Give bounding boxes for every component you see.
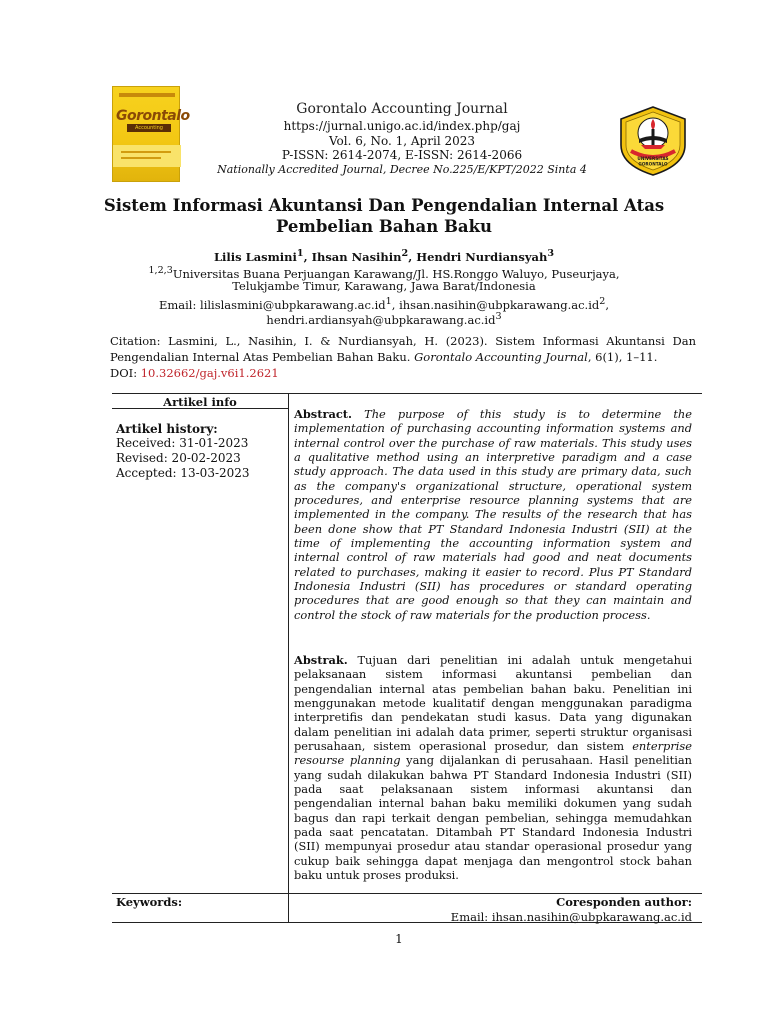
- abstrak-italic-term: enterprise resourse planning: [294, 739, 692, 768]
- journal-cover-image: [112, 86, 190, 182]
- abstrak-text: yang dijalankan di perusahaan. Hasil penelitian yang sudah dilakukan bahwa PT Standard Indonesia Industri (SII) pada saat pelaksanaan sistem informasi akuntansi dan pengendalian internal bahan baku memiliki dokumen yang sudah bagus dan rapi terkait dengan pembelian, sehingga memudahkan pada saat pencatatan. Ditambah PT Standard Indonesia Industri (SII) mempunyai prosedur atau standar operasional prosedur yang cukup baik sehingga dapat menjaga dan mengontrol stock bahan baku untuk proses produksi.: [294, 753, 693, 883]
- author-sup: 3: [547, 248, 555, 259]
- abstrak-text: Tujuan dari penelitian ini adalah untuk mengetahui pelaksanaan sistem informasi akuntansi pembelian dan pengendalian internal atas pembelian bahan baku. Penelitian ini menggunakan metode kualitatif dengan menggunakan paradigma interpretifis dan pendekatan studi kasus. Data yang digunakan dalam penelitian ini adalah data primer, seperti struktur organisasi perusahaan, sistem operasional prosedur, dan sistem: [294, 653, 692, 754]
- svg-text:GORONTALO: GORONTALO: [638, 161, 668, 167]
- cover-subtitle: Accounting: [127, 124, 171, 132]
- abstract-english: [294, 407, 692, 622]
- university-seal-logo: [617, 105, 689, 177]
- citation-text: Citation: Lasmini, L., Nasihin, I. & Nurdiansyah, H. (2023). Sistem Informasi Akuntansi Dan Pengendalian Internal Atas Pembelian Bahan Baku.: [110, 334, 696, 364]
- email-sup: 1: [385, 296, 392, 307]
- affiliation-line: Telukjambe Timur, Karawang, Jawa Barat/Indonesia: [232, 279, 536, 293]
- citation-block: [110, 333, 696, 381]
- abstract-label: Abstract.: [294, 407, 353, 421]
- history-accepted: Accepted: 13-03-2023: [116, 466, 250, 480]
- author-name: Lilis Lasmini: [213, 249, 297, 264]
- citation-text: , 6(1), 1–11.: [587, 350, 658, 364]
- affiliation-text: Universitas Buana Perjuangan Karawang/Jl. HS.Ronggo Waluyo, Puseurjaya,: [172, 266, 620, 281]
- page-number: 1: [395, 932, 403, 946]
- journal-issn: P-ISSN: 2614-2074, E-ISSN: 2614-2066: [281, 148, 523, 162]
- abstract-text: The purpose of this study is to determine the implementation of purchasing accounting information systems and internal control over the purchase of raw materials. This study uses a qualitative method using an interpretive paradigm and a case study approach. The data used in this study are primary data, such as the company's organizational structure, operational system procedures, and enterprise resource planning systems that are implemented in the company. The results of the research that has been done show that PT Standard Indonesia Industri (SII) at the time of implementing the accounting information system and internal control of raw materials had good and neat documents related to purchases, making it easier to record. Plus PT Standard Indonesia Industri (SII) has procedures or standard operating procedures that are good enough so that they can maintain and control the stock of raw materials for the production process.: [294, 407, 692, 622]
- article-title: [90, 195, 678, 237]
- article-title-line: Pembelian Bahan Baku: [275, 217, 493, 236]
- cover-top-bar: [119, 93, 175, 97]
- corresponding-author-email[interactable]: Email: ihsan.nasihin@ubpkarawang.ac.id: [450, 910, 692, 924]
- cover-band: [113, 145, 181, 167]
- abstrak-label: Abstrak.: [294, 653, 348, 667]
- cover-decor-line: [121, 151, 171, 153]
- author-name: Hendri Nurdiansyah: [416, 249, 548, 264]
- corresponding-author-label: Coresponden author:: [556, 895, 692, 909]
- article-title-line: Sistem Informasi Akuntansi Dan Pengendalian Internal Atas: [103, 196, 665, 215]
- author-emails: [110, 309, 658, 328]
- history-received: Received: 31-01-2023: [116, 436, 249, 450]
- doi-label: DOI:: [110, 366, 141, 380]
- history-revised: Revised: 20-02-2023: [116, 451, 241, 465]
- journal-name: Gorontalo Accounting Journal: [296, 101, 508, 117]
- article-info-heading: Artikel info: [163, 395, 237, 409]
- email-label: Email:: [158, 297, 197, 312]
- table-rule-top: [112, 393, 702, 394]
- author-sup: 2: [401, 248, 409, 259]
- abstract-indonesian: [294, 653, 692, 883]
- author-email-link[interactable]: hendri.ardiansyah@ubpkarawang.ac.id: [266, 312, 496, 327]
- author-email-link[interactable]: lilislasmini@ubpkarawang.ac.id: [200, 297, 386, 312]
- cover-title: Gorontalo: [116, 108, 190, 124]
- journal-volume: Vol. 6, No. 1, April 2023: [328, 134, 476, 148]
- author-emails: Email: $lilislasmini@ubpkarawang.ac.id^1$, $ihsan.nasihin@ubpkarawang.ac.id^2$,: [158, 296, 610, 312]
- doi-link[interactable]: 10.32662/gaj.v6i1.2621: [140, 366, 279, 380]
- cover-decor-line: [121, 157, 161, 159]
- citation-journal: Gorontalo Accounting Journal: [414, 350, 588, 364]
- author-email-link[interactable]: ihsan.nasihin@ubpkarawang.ac.id: [399, 297, 600, 312]
- author-name: Ihsan Nasihin: [311, 249, 402, 264]
- journal-accreditation: Nationally Accredited Journal, Decree No.225/E/KPT/2022 Sinta 4: [217, 163, 587, 176]
- email-sup: 3: [495, 311, 502, 322]
- table-rule-keywords: [112, 893, 702, 894]
- keywords-label: Keywords:: [116, 895, 183, 909]
- svg-text:UNIVERSITAS: UNIVERSITAS: [637, 156, 669, 161]
- author-list: Lilis Lasmini$^1$, Ihsan Nasihin$^2$, Hendri Nurdiansyah$^3$: [213, 248, 555, 264]
- journal-url[interactable]: https://jurnal.unigo.ac.id/index.php/gaj: [283, 119, 521, 133]
- affiliation-sup: 1,2,3: [148, 265, 173, 276]
- email-sup: 2: [599, 296, 606, 307]
- author-sup: 1: [296, 248, 304, 259]
- table-rule-vertical: [288, 393, 289, 922]
- article-history-heading: Artikel history:: [116, 422, 218, 436]
